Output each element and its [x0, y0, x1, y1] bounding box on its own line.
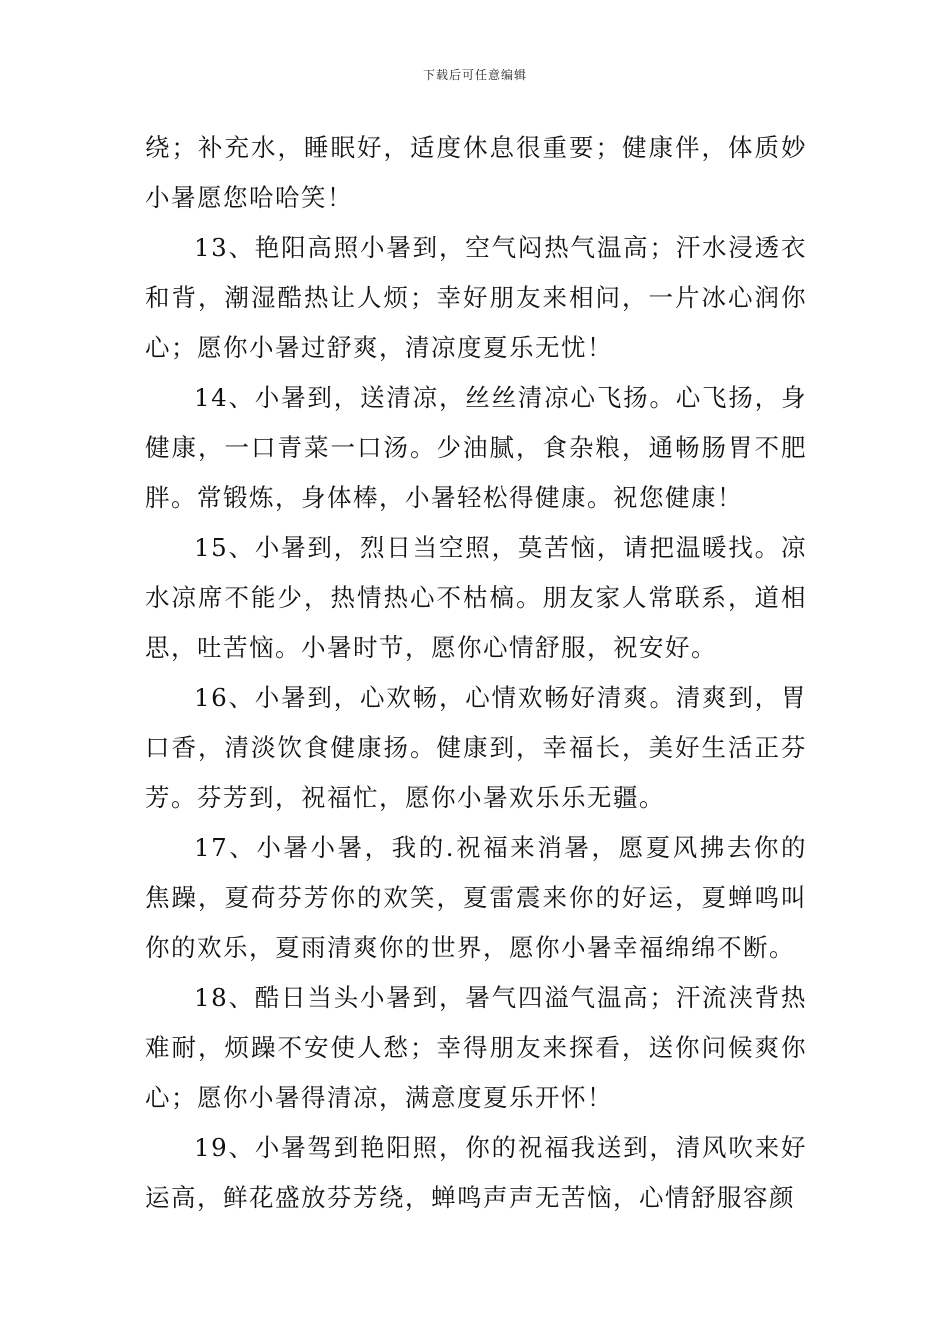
- paragraph: 18、酷日当头小暑到，暑气四溢气温高；汗流浃背热难耐，烦躁不安使人愁；幸得朋友来探看，送你问候爽你心；愿你小暑得清凉，满意度夏乐开怀！: [145, 983, 807, 1112]
- header-note: 下载后可任意编辑: [422, 68, 527, 82]
- paragraph: 绕；补充水，睡眠好，适度休息很重要；健康伴，体质妙小暑愿您哈哈笑！: [145, 133, 807, 212]
- paragraph: 17、小暑小暑，我的.祝福来消暑，愿夏风拂去你的焦躁，夏荷芬芳你的欢笑，夏雷震来你的好运，夏蝉鸣叫你的欢乐，夏雨清爽你的世界，愿你小暑幸福绵绵不断。: [145, 833, 807, 962]
- paragraph: 14、小暑到，送清凉，丝丝清凉心飞扬。心飞扬，身健康，一口青菜一口汤。少油腻，食杂粮，通畅肠胃不肥胖。常锻炼，身体棒，小暑轻松得健康。祝您健康！: [145, 383, 807, 512]
- paragraph: 19、小暑驾到艳阳照，你的祝福我送到，清风吹来好运高，鲜花盛放芬芳绕，蝉鸣声声无苦恼，心情舒服容颜: [145, 1133, 807, 1212]
- paragraph: 16、小暑到，心欢畅，心情欢畅好清爽。清爽到，胃口香，清淡饮食健康扬。健康到，幸福长，美好生活正芬芳。芬芳到，祝福忙，愿你小暑欢乐乐无疆。: [145, 683, 807, 812]
- paragraph: 15、小暑到，烈日当空照，莫苦恼，请把温暖找。凉水凉席不能少，热情热心不枯槁。朋友家人常联系，道相思，吐苦恼。小暑时节，愿你心情舒服，祝安好。: [145, 533, 807, 662]
- paragraph: 13、艳阳高照小暑到，空气闷热气温高；汗水浸透衣和背，潮湿酷热让人烦；幸好朋友来相问，一片冰心润你心；愿你小暑过舒爽，清凉度夏乐无忧！: [145, 233, 807, 362]
- body-text: [145, 123, 807, 1223]
